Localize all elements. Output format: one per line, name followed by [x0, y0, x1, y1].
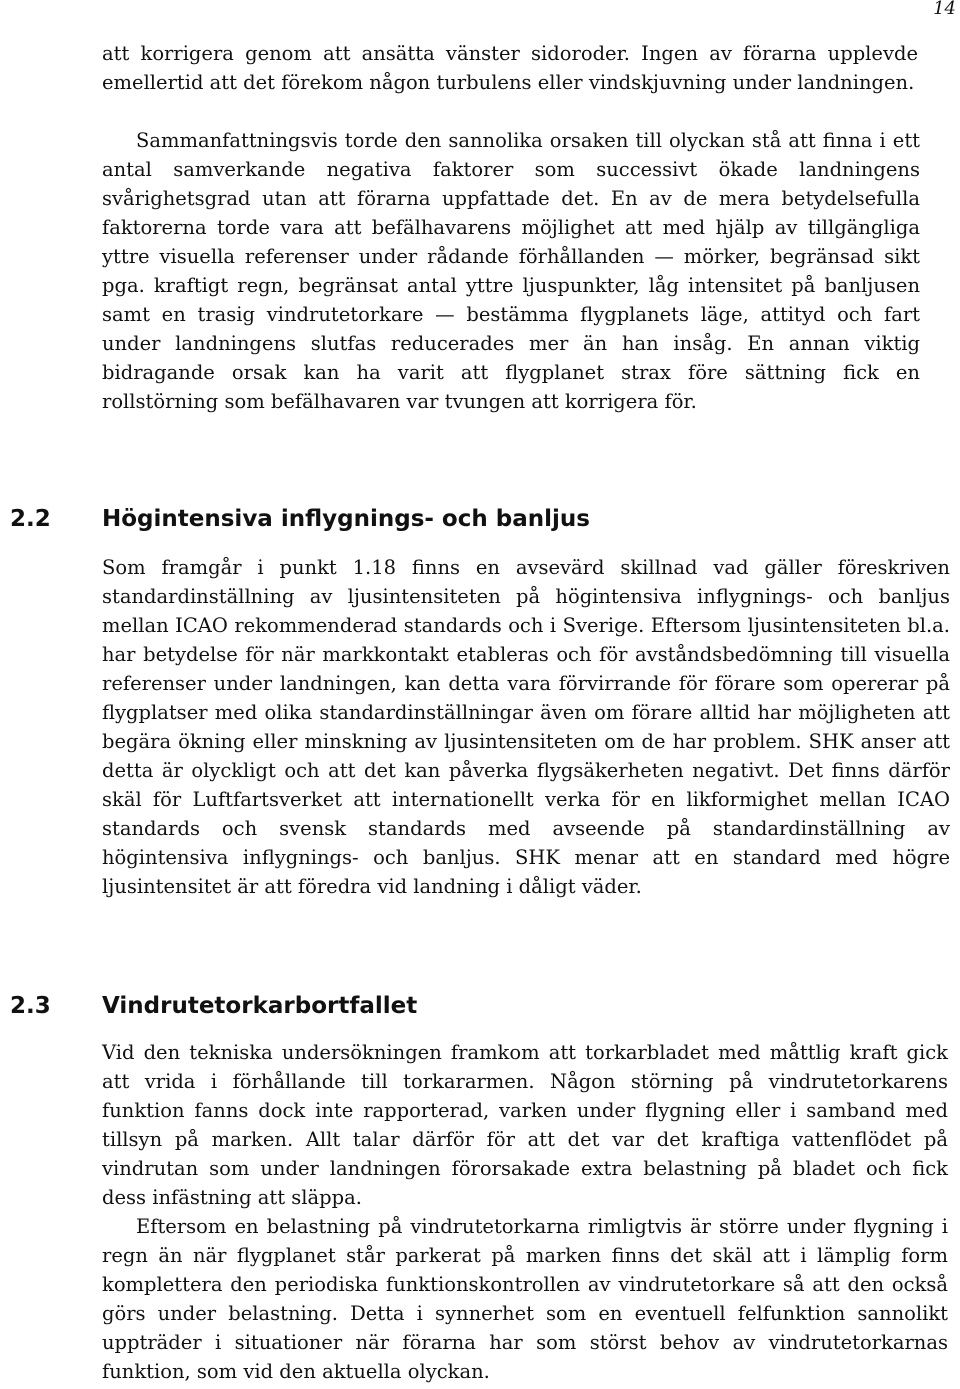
body-paragraph: Vid den tekniska undersökningen framkom att torkarbladet med måttlig kraft gick att vrida i förhållande till torkararmen. Någon störning på vindrutetorkarens funktion fanns dock inte rapporterad, varken under flygning eller i samband med tillsyn på marken. Allt talar därför för att det var det kraftiga vattenflödet på vindrutan som under landningen förorsakade extra belastning på bladet och fick dess infästning att släppa. [102, 1041, 948, 1209]
section-number: 2.2 [10, 506, 51, 532]
section-title: Vindrutetorkarbortfallet [102, 993, 418, 1019]
body-paragraph: Eftersom en belastning på vindrutetorkarna rimligtvis är större under flygning i regn än när flygplanet står parkerat på marken finns det skäl att i lämplig form komplettera den periodiska funktionskontrollen av vindrutetorkare så att den också görs under belastning. Detta i synnerhet som en eventuell felfunktion sannolikt uppträder i situationer när förarna har som störst behov av vindrutetorkarnas funktion, som vid den aktuella olyckan. [102, 1215, 948, 1383]
body-paragraph: Som framgår i punkt 1.18 finns en avsevärd skillnad vad gäller föreskriven standardinställning av ljusintensiteten på högintensiva inflygnings- och banljus mellan ICAO rekommenderad standards och i Sverige. Eftersom ljusintensiteten bl.a. har betydelse för när markkontakt etableras och för avståndsbedömning till visuella referenser under landningen, kan detta vara förvirrande för förare som opererar på flygplatser med olika standardinställningar även om förare alltid har möjligheten att begära ökning eller minskning av ljusintensiteten om de har problem. SHK anser att detta är olyckligt och att det kan påverka flygsäkerheten negativt. Det finns därför skäl för Luftfartsverket att internationellt verka för en likformighet mellan ICAO standards och svensk standards med avseende på standardinställning av högintensiva inflygnings- och banljus. SHK menar att en standard med högre ljusintensitet är att föredra vid landning i dåligt väder. [102, 556, 950, 898]
body-paragraph: Sammanfattningsvis torde den sannolika orsaken till olyckan stå att finna i ett antal samverkande negativa faktorer som successivt ökade landningens svårighetsgrad utan att förarna uppfattade det. En av de mera betydelsefulla faktorerna torde vara att befälhavarens möjlighet att med hjälp av tillgängliga yttre visuella referenser under rådande förhållanden — mörker, begränsad sikt pga. kraftigt regn, begränsat antal yttre ljuspunkter, låg intensitet på banljusen samt en trasig vindrutetorkare — bestämma flygplanets läge, attityd och fart under landningens slutfas reducerades mer än han insåg. En annan viktig bidragande orsak kan ha varit att flygplanet strax före sättning fick en rollstörning som befälhavaren var tvungen att korrigera för. [102, 129, 920, 413]
body-paragraph: att korrigera genom att ansätta vänster sidoroder. Ingen av förarna upplevde emellertid att det förekom någon turbulens eller vindskjuvning under landningen. [102, 42, 918, 94]
section-title: Högintensiva inflygnings- och banljus [102, 506, 590, 532]
page-number: 14 [933, 0, 956, 19]
section-number: 2.3 [10, 993, 51, 1019]
